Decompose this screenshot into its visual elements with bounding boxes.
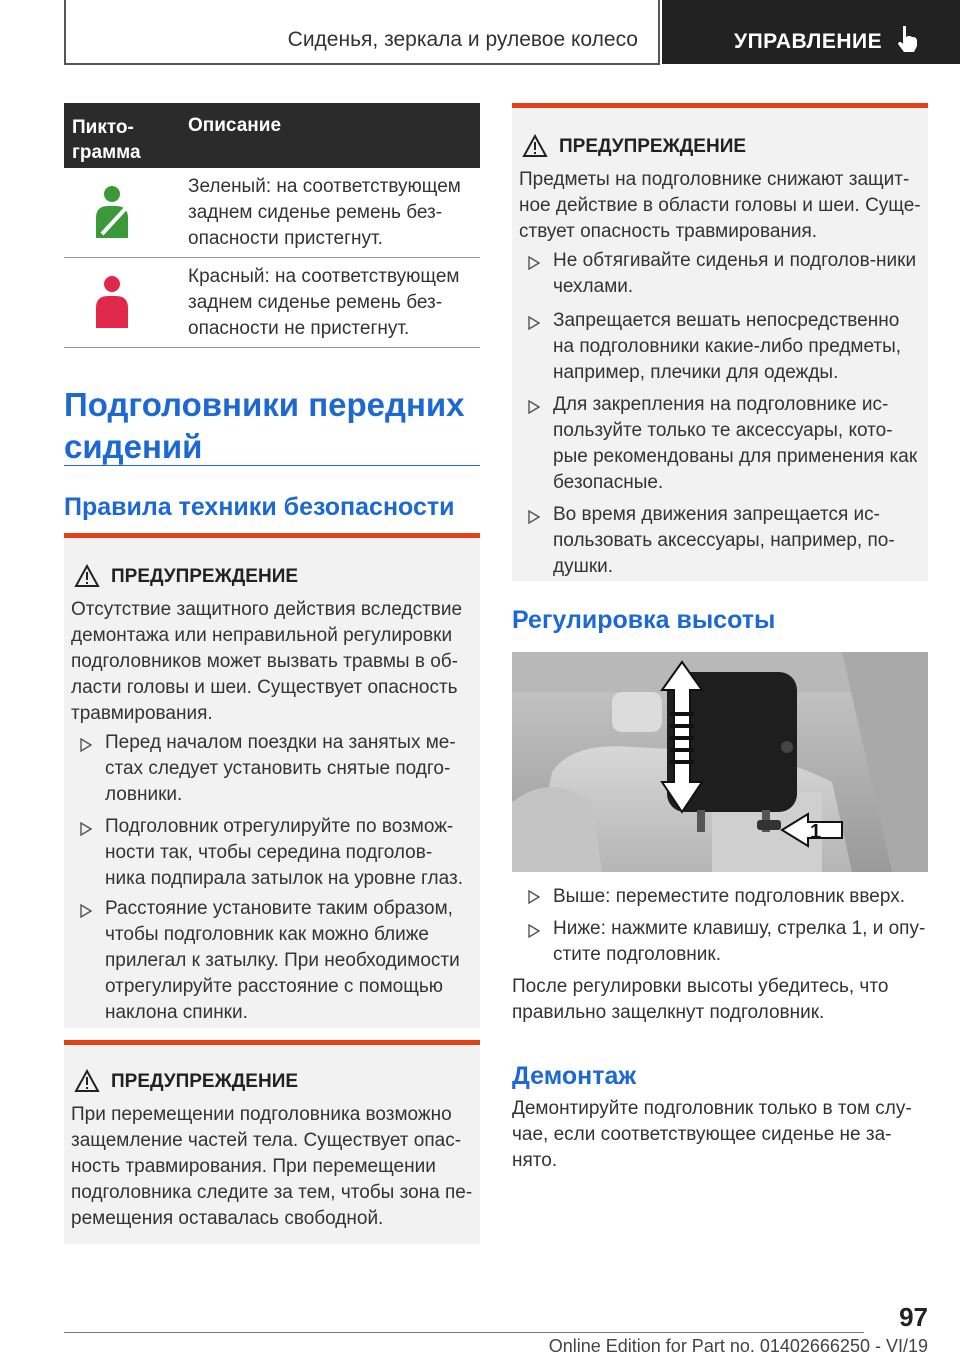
warning-title: ПРЕДУПРЕЖДЕНИЕ bbox=[111, 566, 299, 587]
header-bottom-rule bbox=[64, 63, 660, 65]
footer-edition: Online Edition for Part no. 01402666250 - VI/19 bbox=[548, 1336, 928, 1356]
header-right-rule bbox=[658, 0, 660, 64]
table-row bbox=[64, 258, 480, 348]
headrest-photo bbox=[512, 652, 928, 872]
height-bullet: Выше: переместите подголовник вверх. bbox=[553, 886, 905, 907]
bullet-triangle-icon bbox=[528, 400, 540, 414]
warning-triangle-icon bbox=[74, 1069, 100, 1093]
warning-title: ПРЕДУПРЕЖДЕНИЕ bbox=[111, 1071, 299, 1092]
warning-box bbox=[64, 1040, 480, 1244]
warning-box bbox=[64, 533, 480, 1028]
chapter-tab-label: УПРАВЛЕНИЕ bbox=[734, 30, 883, 53]
warning-triangle-icon bbox=[74, 564, 100, 588]
seatbelt-fastened-green-icon bbox=[86, 182, 138, 242]
section-title-rule bbox=[64, 465, 480, 466]
photo-callout-number: 1 bbox=[810, 821, 822, 843]
warning-bullet: Перед началом поездки на занятых ме-стах следует установить снятые подго-ловники. bbox=[105, 732, 456, 805]
warning-bullet: Для закрепления на подголовнике ис-пользуйте только те аксессуары, кото-рые рекомендованы для применения как безопасные. bbox=[553, 394, 918, 493]
header-chapter-tab[interactable] bbox=[662, 0, 960, 64]
bullet-triangle-icon bbox=[528, 924, 540, 938]
pictogram-table bbox=[64, 103, 480, 348]
height-adjustment-heading: Регулировка высоты bbox=[512, 606, 776, 634]
warning-title: ПРЕДУПРЕЖДЕНИЕ bbox=[559, 136, 747, 157]
warning-bullet: Расстояние установите таким образом, чтобы подголовник как можно ближе прилегал к затылку. При необходимости отрегулируйте расстояние с помощью наклона спинки. bbox=[105, 898, 460, 1023]
bullet-triangle-icon bbox=[80, 822, 92, 836]
table-row-description: Зеленый: на соответствующем заднем сиденье ремень без-опасности пристегнут. bbox=[188, 176, 461, 249]
table-header-description: Описание bbox=[188, 115, 282, 136]
warning-text: При перемещении подголовника возможно защемление частей тела. Существует опас-ность травмирования. При перемещении подголовника следите за тем, чтобы зона пе-ремещения оставалась свободной. bbox=[71, 1104, 473, 1229]
page-number: 97 bbox=[899, 1302, 928, 1332]
bullet-triangle-icon bbox=[528, 510, 540, 524]
safety-rules-heading: Правила техники безопасности bbox=[64, 493, 455, 521]
bullet-triangle-icon bbox=[528, 316, 540, 330]
table-header bbox=[64, 103, 480, 168]
warning-bullet: Запрещается вешать непосредственно на подголовники какие-либо предметы, например, плечики для одежды. bbox=[553, 310, 902, 383]
bullet-triangle-icon bbox=[528, 256, 540, 270]
height-bullet: Ниже: нажмите клавишу, стрелка 1, и опу-стите подголовник. bbox=[553, 918, 926, 965]
warning-triangle-icon bbox=[522, 134, 548, 158]
removal-heading: Демонтаж bbox=[512, 1062, 637, 1090]
section-title: Подголовники передних сидений bbox=[64, 386, 465, 465]
table-header-pictogram: Пикто-грамма bbox=[72, 117, 141, 163]
table-row-description: Красный: на соответствующем заднем сиденье ремень без-опасности не пристегнут. bbox=[188, 266, 460, 339]
bullet-triangle-icon bbox=[528, 890, 540, 904]
warning-text: Отсутствие защитного действия вследствие демонтажа или неправильной регулировки подголовников может вызвать травмы в об-ласти головы и шеи. Существует опасность травмирования. bbox=[71, 599, 463, 724]
header-section-title: Сиденья, зеркала и рулевое колесо bbox=[287, 28, 638, 51]
warning-bullet: Не обтягивайте сиденья и подголов-ники чехлами. bbox=[553, 250, 917, 297]
warning-box bbox=[512, 103, 928, 581]
table-row bbox=[64, 168, 480, 258]
removal-text: Демонтируйте подголовник только в том слу-чае, если соответствующее сиденье не за-нято. bbox=[512, 1098, 912, 1171]
footer-rule bbox=[64, 1332, 864, 1333]
seatbelt-unfastened-red-icon bbox=[86, 272, 138, 332]
bullet-triangle-icon bbox=[80, 738, 92, 752]
warning-bullet: Подголовник отрегулируйте по возмож-ности так, чтобы середина подголов-ника подпирала затылок на уровне глаз. bbox=[105, 816, 463, 889]
hand-pointer-icon bbox=[894, 24, 922, 54]
warning-bullet: Во время движения запрещается ис-пользовать аксессуары, например, по-душки. bbox=[553, 504, 895, 577]
bullet-triangle-icon bbox=[80, 904, 92, 918]
warning-text: Предметы на подголовнике снижают защит-ное действие в области головы и шеи. Суще-ствует опасность травмирования. bbox=[519, 169, 921, 242]
height-after-text: После регулировки высоты убедитесь, что правильно защелкнут подголовник. bbox=[512, 976, 889, 1023]
